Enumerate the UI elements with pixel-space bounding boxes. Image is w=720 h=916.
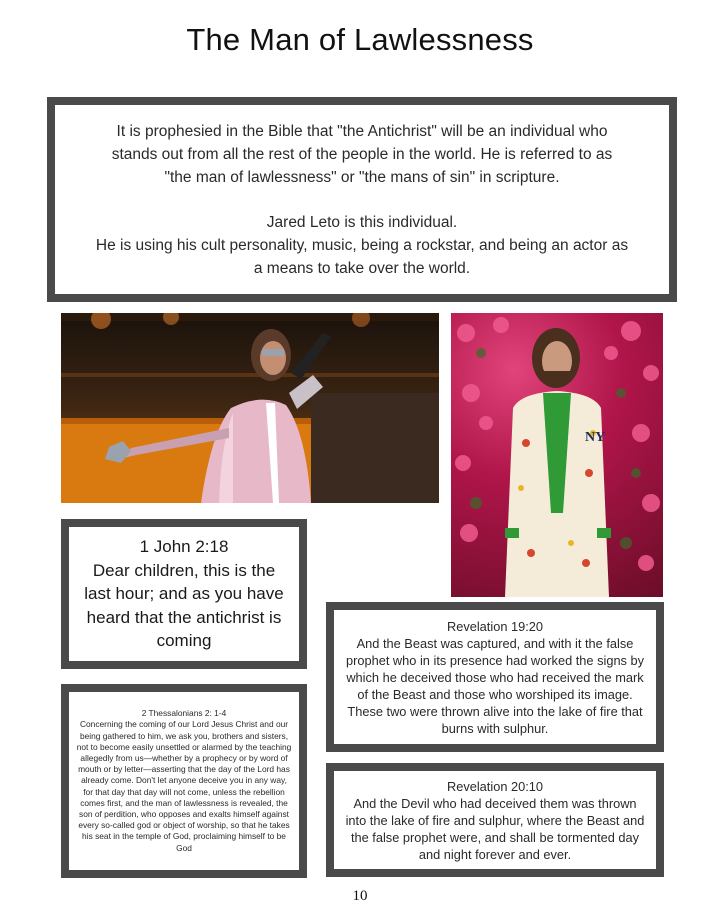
intro-line: Jared Leto is this individual. xyxy=(266,213,458,231)
revelation-19-text: And the Beast was captured, and with it the false prophet who in its presence had worked the signs by which he deceived those who had received the mark of the Beast and those who worshiped its image. These two were thrown alive into the lake of fire that burns with sulphur. xyxy=(345,635,645,736)
intro-line: It is prophesied in the Bible that "the Antichrist" will be an individual who xyxy=(116,122,608,140)
revelation-19-box xyxy=(326,602,664,752)
svg-text:NY: NY xyxy=(585,430,606,445)
revelation-20-reference: Revelation 20:10 xyxy=(446,778,544,794)
revelation-20-text: And the Devil who had deceived them was thrown into the lake of fire and sulphur, where the Beast and the false prophet were, and shall be tormented day and night forever and ever. xyxy=(345,795,645,862)
thessalonians-verse-box xyxy=(61,684,307,878)
revelation-19-reference: Revelation 19:20 xyxy=(446,618,544,634)
intro-box xyxy=(47,97,677,302)
intro-line: "the man of lawlessness" or "the mans of sin" in scripture. xyxy=(164,168,560,186)
intro-line: stands out from all the rest of the people in the world. He is referred to as xyxy=(111,145,613,163)
thessalonians-reference: 2 Thessalonians 2: 1-4 xyxy=(141,708,227,719)
concert-photo xyxy=(61,313,439,503)
intro-line: He is using his cult personality, music, being a rockstar, and being an actor as xyxy=(95,236,629,254)
john-verse-box xyxy=(61,519,307,669)
thessalonians-text: Concerning the coming of our Lord Jesus Christ and our being gathered to him, we ask you, brothers and sisters, not to become easily unsettled or alarmed by the teaching allegedly from us—whether by a prophecy or by word of mouth or by letter—asserting that the day of the Lord has already come. Don't let anyone deceive you in any way, for that day that day will not come, unless the rebellion comes first, and the man of lawlessness is revealed, the son of perdition, who opposes and exalts himself against every so-called god or object of worship, so that he takes his seat in the temple of God, proclaiming himself to be God xyxy=(76,719,292,853)
revelation-20-box xyxy=(326,763,664,877)
john-reference: 1 John 2:18 xyxy=(139,537,229,557)
john-text: Dear children, this is the last hour; and as you have heard that the antichrist is coming xyxy=(84,560,284,651)
page-title: The Man of Lawlessness xyxy=(186,22,534,57)
portrait-photo xyxy=(451,313,663,597)
page-number: 10 xyxy=(352,888,368,904)
intro-line: a means to take over the world. xyxy=(253,259,471,277)
